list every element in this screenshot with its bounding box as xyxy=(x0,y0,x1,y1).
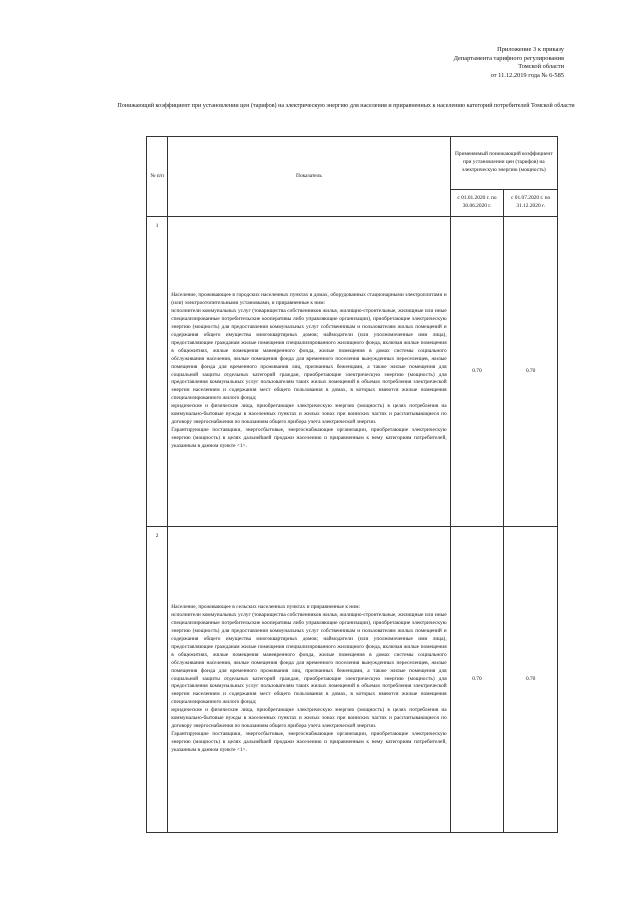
row-number: 2 xyxy=(147,527,168,833)
table-row xyxy=(147,217,558,527)
indicator-paragraph: Гарантирующие поставщики, энергосбытовые, энергоснабжающие организации, приобретающие электрическую энергию (мощность) в целях дальнейшей продажи населению и приравненным к нему категориям потребителей, указанным в данном пункте <1>. xyxy=(171,731,447,754)
indicator-paragraph: исполнители коммунальных услуг (товарищества собственников жилья, жилищно-строительные, жилищные или иные специализированные потребительские кооперативы либо управляющие организации), приобретающие электрическую энергию (мощность) для предоставления коммунальных услуг собственникам и пользователям жилых помещений и содержания общего имущества многоквартирных домов; наймодатели (или уполномоченные ими лица), предоставляющие гражданам жилые помещения специализированного жилищного фонда, включая жилые помещения в общежитиях, жилые помещения маневренного фонда, жилые помещения в домах системы социального обслуживания населения, жилые помещения фонда для временного поселения вынужденных переселенцев, жилые помещения фонда для временного проживания лиц, признанных беженцами, а также жилые помещения для социальной защиты отдельных категорий граждан, приобретающие электрическую энергию (мощность) для предоставления коммунальных услуг пользователям таких жилых помещений в объемах потребления электрической энергии населением и содержания мест общего пользования в домах, в которых имеются жилые помещения специализированного жилого фонда; xyxy=(171,611,447,706)
header-period-2: с 01.07.2020 г. по 31.12.2020 г. xyxy=(504,190,558,217)
approval-line: Департамента тарифного регулирования xyxy=(453,54,564,62)
indicator-paragraph: исполнители коммунальных услуг (товарищества собственников жилья, жилищно-строительные, жилищные или иные специализированные потребительские кооперативы либо управляющие организации), приобретающие электрическую энергию (мощность) для предоставления коммунальных услуг собственникам и пользователям жилых помещений и содержания общего имущества многоквартирных домов; наймодатели (или уполномоченные ими лица), предоставляющие гражданам жилые помещения специализированного жилищного фонда, включая жилые помещения в общежитиях, жилые помещения маневренного фонда, жилые помещения в домах системы социального обслуживания населения, жилые помещения фонда для временного поселения вынужденных переселенцев, жилые помещения фонда для временного проживания лиц, признанных беженцами, а также жилые помещения для социальной защиты отдельных категорий граждан, приобретающие электрическую энергию (мощность) для предоставления коммунальных услуг пользователям таких жилых помещений в объемах потребления электрической энергии населением и содержания мест общего пользования в домах, в которых имеются жилые помещения специализированного жилого фонда; xyxy=(171,307,447,402)
header-indicator: Показатель xyxy=(168,137,450,217)
coefficient-value-period-1: 0.70 xyxy=(450,527,504,833)
table-row xyxy=(147,527,558,833)
indicator-paragraph: Гарантирующие поставщики, энергосбытовые, энергоснабжающие организации, приобретающие электрическую энергию (мощность) в целях дальнейшей продажи населению и приравненным к нему категориям потребителей, указанным в данном пункте <1>. xyxy=(171,427,447,450)
approval-block xyxy=(454,46,564,80)
indicator-paragraph: Население, проживающее в сельских населенных пунктах и приравненные к ним: xyxy=(171,603,360,610)
approval-line: от 11.12.2019 года № 6-585 xyxy=(490,71,564,79)
table-header-row xyxy=(147,137,558,190)
approval-line: Приложение 3 к приказу xyxy=(497,46,564,53)
coefficient-value-period-2: 0.70 xyxy=(504,217,558,527)
coefficient-value-period-1: 0.70 xyxy=(450,217,504,527)
row-number: 1 xyxy=(147,217,168,527)
indicator-paragraph: юридические и физические лица, приобретающие электрическую энергию (мощность) в целях потребления на коммунально-бытовые нужды в населенных пунктах и жилых зонах при воинских частях и рассчитывающиеся по договору энергоснабжения по показаниям общего прибора учета электрической энергии. xyxy=(171,403,447,426)
approval-line: Томской области xyxy=(518,63,564,71)
header-num: № п/п xyxy=(147,137,168,217)
indicator-paragraph: юридические и физические лица, приобретающие электрическую энергию (мощность) в целях потребления на коммунально-бытовые нужды в населенных пунктах и жилых зонах при воинских частях и рассчитывающиеся по договору энергоснабжения по показаниям общего прибора учета электрической энергии. xyxy=(171,707,447,730)
coefficient-value-period-2: 0.70 xyxy=(504,527,558,833)
document-title: Понижающий коэффициент при установлении цен (тарифов) на электрическую энергию для населения и приравненных к населению категорий потребителей Томской области xyxy=(117,103,575,109)
coefficient-table xyxy=(146,136,558,833)
row-indicator xyxy=(168,527,450,833)
header-period-1: с 01.01.2020 г. по 30.06.2020 г. xyxy=(450,190,504,217)
row-indicator xyxy=(168,217,450,527)
indicator-paragraph: Население, проживающее в городских населенных пунктах в домах, оборудованных стационарными электроплитами и (или) электроотопительными установками, и приравненные к ним: xyxy=(171,291,447,306)
header-coefficient-group: Применяемый понижающий коэффициент при установлении цен (тарифов) на электрическую энергию (мощность) xyxy=(450,137,557,190)
